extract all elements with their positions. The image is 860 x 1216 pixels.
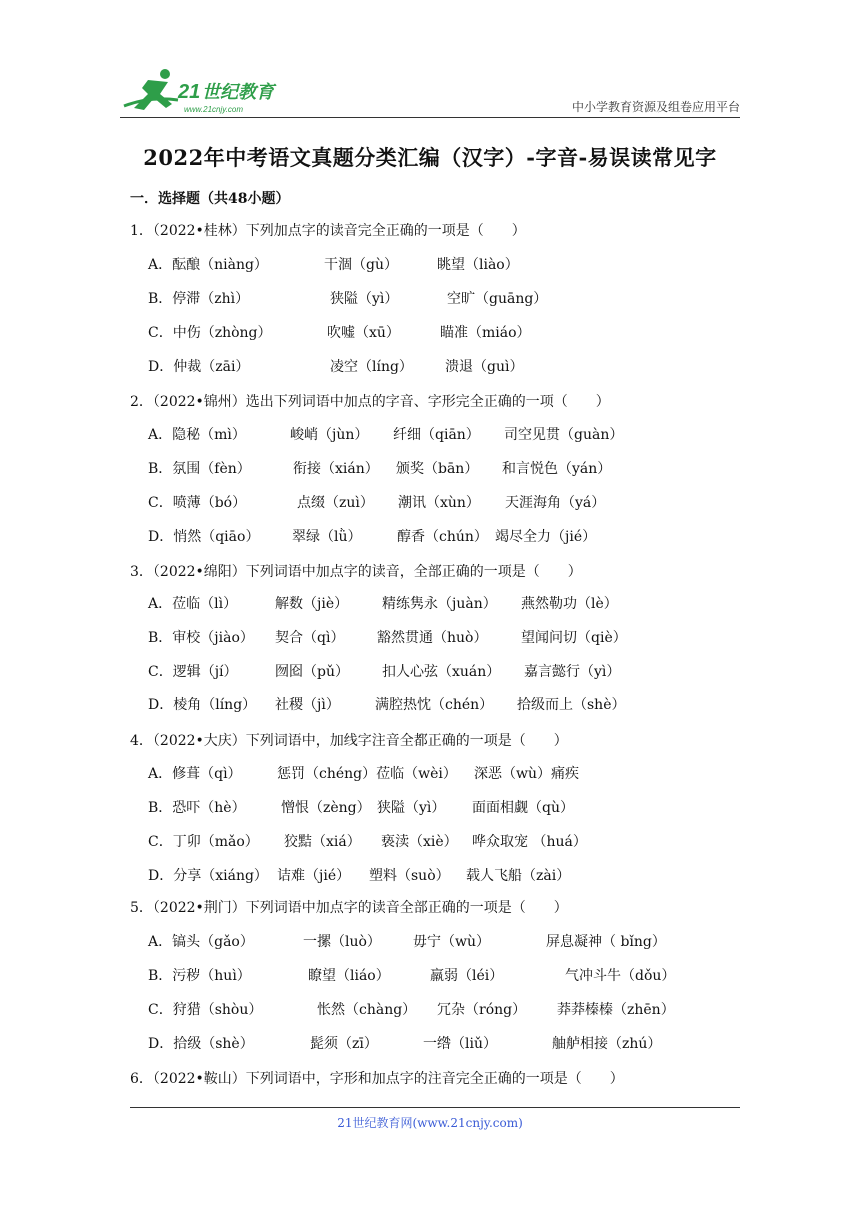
option-item: B．污秽（huì） [148,968,251,984]
option-item: C．逻辑（jí） [148,664,238,680]
option-item: 颁奖（bān） [396,461,479,477]
option-item: 精练隽永（juàn） [382,596,497,612]
option-item: 深恶（wù）痛疾 [474,766,579,782]
option-item: 憎恨（zèng） [281,800,371,816]
option-item: 纤细（qiān） [393,427,480,443]
option-item: 解数（jiè） [275,596,349,612]
option-item: 舳舻相接（zhú） [552,1036,662,1052]
question-stem: 6．（2022•鞍山）下列词语中，字形和加点字的注音完全正确的一项是（ ） [130,1071,624,1087]
option-item: 潮讯（xùn） [398,495,480,511]
brand-logo [120,66,290,116]
option-item: 空旷（guāng） [447,291,548,307]
option-item: 莽莽榛榛（zhēn） [557,1002,675,1018]
option-item: C．中伤（zhòng） [148,325,272,341]
question-stem: 2．（2022•锦州）选出下列词语中加点的字音、字形完全正确的一项（ ） [130,394,610,410]
option-item: B．停滞（zhì） [148,291,250,307]
option-item: 嘉言懿行（yì） [524,664,621,680]
option-item: 囫囵（pǔ） [275,664,349,680]
page-header [120,66,740,120]
option-item: 狭隘（yì） [377,800,446,816]
footer-link[interactable]: 21世纪教育网(www.21cnjy.com) [337,1116,523,1130]
option-item: 诘难（jié） [277,868,351,884]
question-stem: 5．（2022•荆门）下列词语中加点字的读音全部正确的一项是（ ） [130,900,568,916]
option-item: 社稷（jì） [275,697,340,713]
option-item: 哗众取宠 （huá） [472,834,587,850]
option-item: 瞄准（miáo） [440,325,531,341]
svg-text:www.21cnjy.com: www.21cnjy.com [184,105,243,114]
question-stem: 3．（2022•绵阳）下列词语中加点字的读音，全部正确的一项是（ ） [130,564,582,580]
option-item: 吹嘘（xū） [327,325,400,341]
page-title: 2022年中考语文真题分类汇编（汉字）-字音-易误读常见字 [143,145,717,170]
option-item: 一绺（liǔ） [423,1036,497,1052]
footer-divider [130,1107,740,1108]
option-item: 天涯海角（yá） [505,495,606,511]
option-item: 和言悦色（yán） [502,461,612,477]
option-item: 望闻问切（qiè） [521,630,627,646]
option-item: A．修葺（qì） [148,766,242,782]
question-stem: 1．（2022•桂林）下列加点字的读音完全正确的一项是（ ） [130,223,526,239]
option-item: 干涸（gù） [324,257,398,273]
option-item: B．恐吓（hè） [148,800,246,816]
option-item: A．莅临（lì） [148,596,238,612]
option-item: 毋宁（wù） [413,934,490,950]
option-item: 满腔热忱（chén） [375,697,494,713]
option-item: 燕然勒功（lè） [521,596,618,612]
option-item: 翠绿（lǜ） [292,529,362,545]
svg-text:世纪教育: 世纪教育 [202,82,274,103]
option-item: 狭隘（yì） [330,291,399,307]
header-divider [120,117,740,118]
option-item: C．喷薄（bó） [148,495,247,511]
option-item: D．悄然（qiāo） [148,529,260,545]
section-heading: 一．选择题（共48小题） [130,191,290,207]
platform-caption: 中小学教育资源及组卷应用平台 [571,100,740,114]
option-item: 溃退（guì） [445,359,524,375]
option-item: D．拾级（shè） [148,1036,254,1052]
option-item: A．酝酿（niàng） [148,257,268,273]
option-item: 契合（qì） [275,630,345,646]
option-item: 羸弱（léi） [430,968,504,984]
option-item: 点缀（zuì） [297,495,374,511]
option-item: C．丁卯（mǎo） [148,834,259,850]
option-item: 凌空（líng） [330,359,413,375]
option-item: D．棱角（líng） [148,697,257,713]
option-item: C．狩猎（shòu） [148,1002,263,1018]
option-item: 司空见贯（guàn） [504,427,624,443]
option-item: A．镐头（gǎo） [148,934,254,950]
option-item: 一摞（luò） [303,934,381,950]
question-stem: 4．（2022•大庆）下列词语中，加线字注音全都正确的一项是（ ） [130,733,568,749]
option-item: 气冲斗牛（dǒu） [565,968,676,984]
option-item: 狡黠（xiá） [284,834,361,850]
option-item: B．审校（jiào） [148,630,254,646]
runner-icon [124,69,178,110]
option-item: 拾级而上（shè） [517,697,626,713]
option-item: 载人飞船（zài） [466,868,571,884]
option-item: 眺望（liào） [437,257,519,273]
option-item: 髭须（zī） [310,1036,378,1052]
option-item: 惩罚（chéng）莅临（wèi） [277,766,457,782]
option-item: A．隐秘（mì） [148,427,246,443]
option-item: 峻峭（jùn） [290,427,369,443]
option-item: D．分享（xiáng） [148,868,268,884]
option-item: 竭尽全力（jié） [495,529,597,545]
option-item: 塑料（suò） [369,868,450,884]
option-item: 豁然贯通（huò） [377,630,488,646]
option-item: 衔接（xián） [293,461,379,477]
option-item: 怅然（chàng） [317,1002,417,1018]
svg-text:21: 21 [178,81,201,103]
option-item: 面面相觑（qù） [472,800,574,816]
option-item: 醇香（chún） [397,529,488,545]
option-item: D．仲裁（zāi） [148,359,250,375]
option-item: 冗杂（róng） [437,1002,527,1018]
option-item: 扣人心弦（xuán） [382,664,501,680]
option-item: 瞭望（liáo） [308,968,390,984]
option-item: B．氛围（fèn） [148,461,251,477]
option-item: 亵渎（xiè） [381,834,458,850]
option-item: 屏息凝神（ bǐng） [546,934,666,950]
